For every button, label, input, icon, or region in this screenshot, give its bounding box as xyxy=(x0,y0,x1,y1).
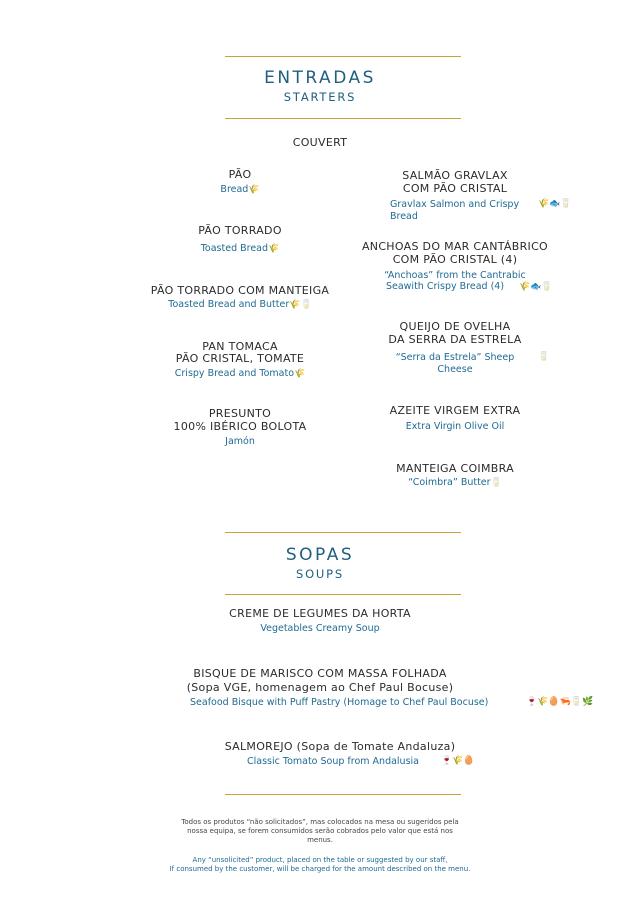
footer-note-pt-line2: nossa equipa, se forem consumidos serão cobrados pelo valor que está nos xyxy=(187,827,453,835)
item-translation: Bread🌾 xyxy=(220,184,260,195)
item-name-line2: DA SERRA DA ESTRELA xyxy=(388,333,522,346)
couvert-heading: COUVERT xyxy=(292,136,348,149)
milk-icon: 🥛 xyxy=(538,352,550,362)
item-translation: Crispy Bread and Tomato🌾 xyxy=(174,368,306,379)
wheat-icon: 🌾 xyxy=(294,369,306,379)
item-name-line1: ANCHOAS DO MAR CANTÁBRICO xyxy=(361,240,549,253)
item-translation: “Coimbra” Butter🥛 xyxy=(408,477,502,488)
item-translation: Classic Tomato Soup from Andalusia xyxy=(247,756,419,767)
footer-note-en-line1: Any “unsolicited” product, placed on the table or suggested by our staff, xyxy=(192,856,448,864)
section-title-soups: SOPAS xyxy=(285,545,355,565)
wheat-icon: 🌾 xyxy=(248,185,260,195)
item-translation: Jamón xyxy=(225,436,255,447)
item-name-line1: QUEIJO DE OVELHA xyxy=(399,320,511,333)
item-translation: Extra Virgin Olive Oil xyxy=(405,421,505,432)
allergen-icons: 🌾🐟🥛 xyxy=(538,199,572,209)
item-name-line1: PRESUNTO xyxy=(208,407,272,420)
item-translation-line2: Bread xyxy=(390,211,418,222)
section-title-starters: ENTRADAS xyxy=(264,68,376,88)
item-translation: Toasted Bread🌾 xyxy=(200,243,280,254)
divider-top xyxy=(225,56,461,57)
section-subtitle-soups: SOUPS xyxy=(295,567,344,581)
item-name: SALMOREJO (Sopa de Tomate Andaluza) xyxy=(224,740,456,753)
divider-soups-top xyxy=(225,532,461,533)
wheat-icon: 🌾 xyxy=(268,244,280,254)
footer-note-pt-line3: menus. xyxy=(307,836,333,844)
allergen-icons: 🌾🐟🥛 xyxy=(519,282,553,292)
allergen-icons: 🍷🌾🥚🦐🥛🌿 xyxy=(526,697,594,707)
item-translation-line2: Seawith Crispy Bread (4) xyxy=(385,281,505,292)
item-name: CREME DE LEGUMES DA HORTA xyxy=(229,607,411,620)
item-name-line1: SALMÃO GRAVLAX xyxy=(402,169,508,182)
item-translation: Seafood Bisque with Puff Pastry (Homage to Chef Paul Bocuse) xyxy=(190,697,489,708)
item-name: PÃO TORRADO xyxy=(198,224,282,237)
item-name-line2: 100% IBÉRICO BOLOTA xyxy=(173,420,307,433)
divider-soups-bottom xyxy=(225,594,461,595)
allergen-icons: 🌾🥛 xyxy=(289,300,312,310)
item-translation: Vegetables Creamy Soup xyxy=(260,623,380,634)
item-name-line1: PAN TOMACA xyxy=(202,340,278,353)
item-translation-line2: Cheese xyxy=(437,364,473,375)
allergen-icons: 🍷🌾🥚 xyxy=(441,756,475,766)
item-name: AZEITE VIRGEM EXTRA xyxy=(389,404,521,417)
item-name-line2: COM PÃO CRISTAL xyxy=(402,182,508,195)
item-name: PÃO xyxy=(228,168,252,181)
footer-note-en-line2: If consumed by the customer, will be charged for the amount described on the menu. xyxy=(169,865,471,873)
item-translation-line1: Gravlax Salmon and Crispy xyxy=(390,199,520,210)
item-translation-line1: “Serra da Estrela” Sheep xyxy=(395,352,515,363)
item-name: PÃO TORRADO COM MANTEIGA xyxy=(150,284,330,297)
item-name-line2: (Sopa VGE, homenagem ao Chef Paul Bocuse) xyxy=(186,681,454,694)
section-subtitle-starters: STARTERS xyxy=(283,90,357,104)
item-name-line2: COM PÃO CRISTAL (4) xyxy=(392,253,518,266)
item-name: MANTEIGA COIMBRA xyxy=(396,462,514,475)
milk-icon: 🥛 xyxy=(490,478,502,488)
item-name-line2: PÃO CRISTAL, TOMATE xyxy=(175,352,305,365)
item-translation-line1: “Anchoas” from the Cantrabic xyxy=(384,270,526,281)
divider-footer xyxy=(225,794,461,795)
footer-note-pt-line1: Todos os produtos “não solicitados”, mas colocados na mesa ou sugeridos pela xyxy=(181,818,459,826)
divider-starters-bottom xyxy=(225,118,461,119)
item-name-line1: BISQUE DE MARISCO COM MASSA FOLHADA xyxy=(193,667,447,680)
item-translation: Toasted Bread and Butter🌾🥛 xyxy=(168,299,312,310)
